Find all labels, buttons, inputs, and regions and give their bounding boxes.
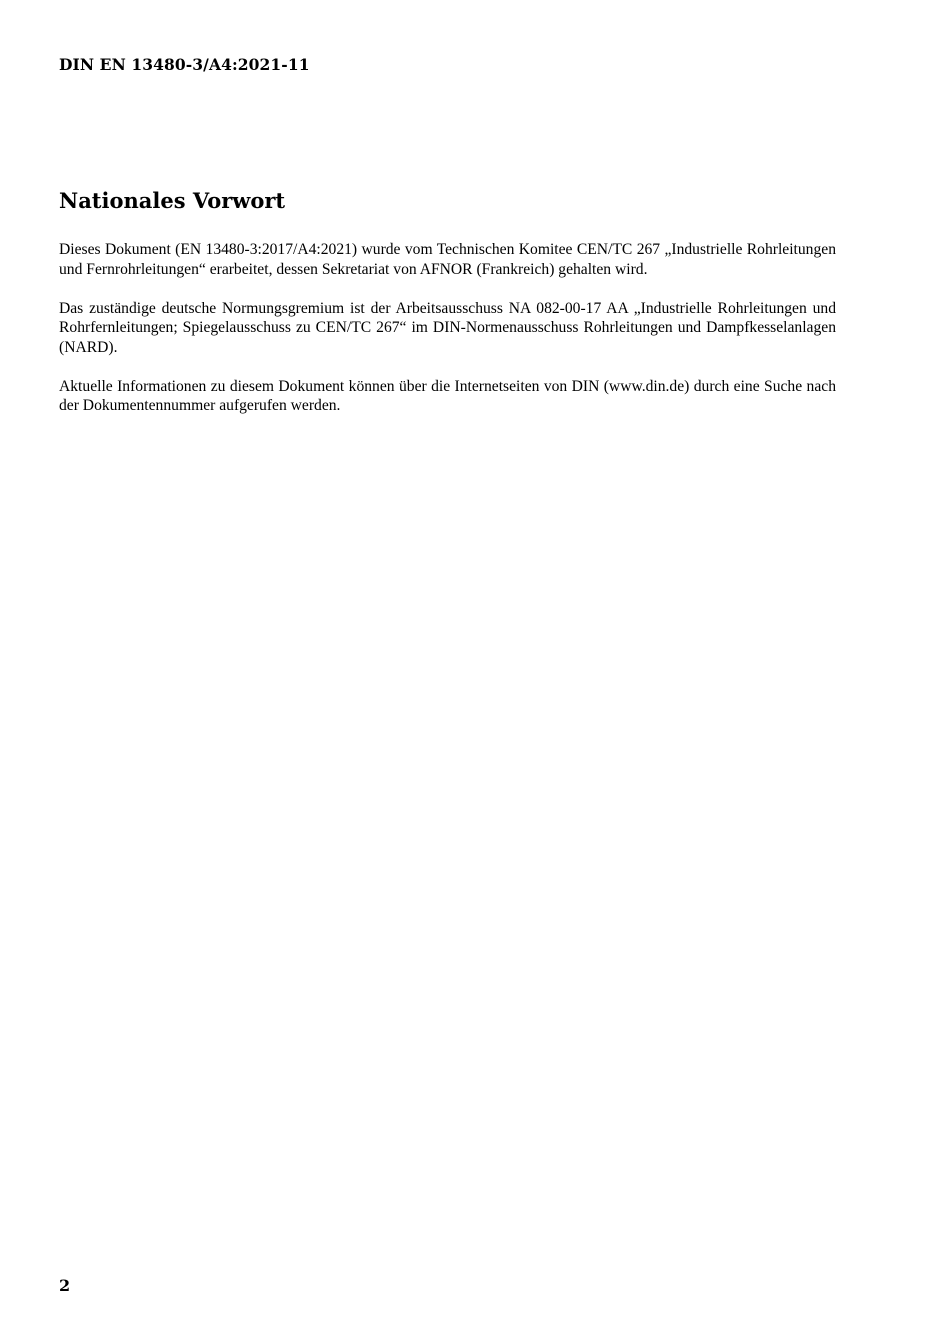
page-number: 2 — [59, 1276, 71, 1295]
paragraph-national-body: Das zuständige deutsche Normungsgremium ist der Arbeitsausschuss NA 082-00-17 AA „Industrielle Rohrleitungen und Rohrfernleitungen; Spiegelausschuss zu CEN/TC 267“ im DIN-Normenausschuss Rohrleitungen und Dampfkesselanlagen (NARD). — [59, 299, 836, 356]
section-title: Nationales Vorwort — [59, 188, 286, 213]
document-header: DIN EN 13480-3/A4:2021-11 — [59, 55, 310, 74]
paragraph-committee: Dieses Dokument (EN 13480-3:2017/A4:2021) wurde vom Technischen Komitee CEN/TC 267 „Industrielle Rohrleitungen und Fernrohrleitungen“ erarbeitet, dessen Sekretariat von AFNOR (Frankreich) gehalten wird. — [59, 241, 836, 278]
paragraph-information: Aktuelle Informationen zu diesem Dokument können über die Internetseiten von DIN (www.din.de) durch eine Suche nach der Dokumentennummer aufgerufen werden. — [59, 377, 836, 414]
foreword-body — [59, 240, 836, 435]
